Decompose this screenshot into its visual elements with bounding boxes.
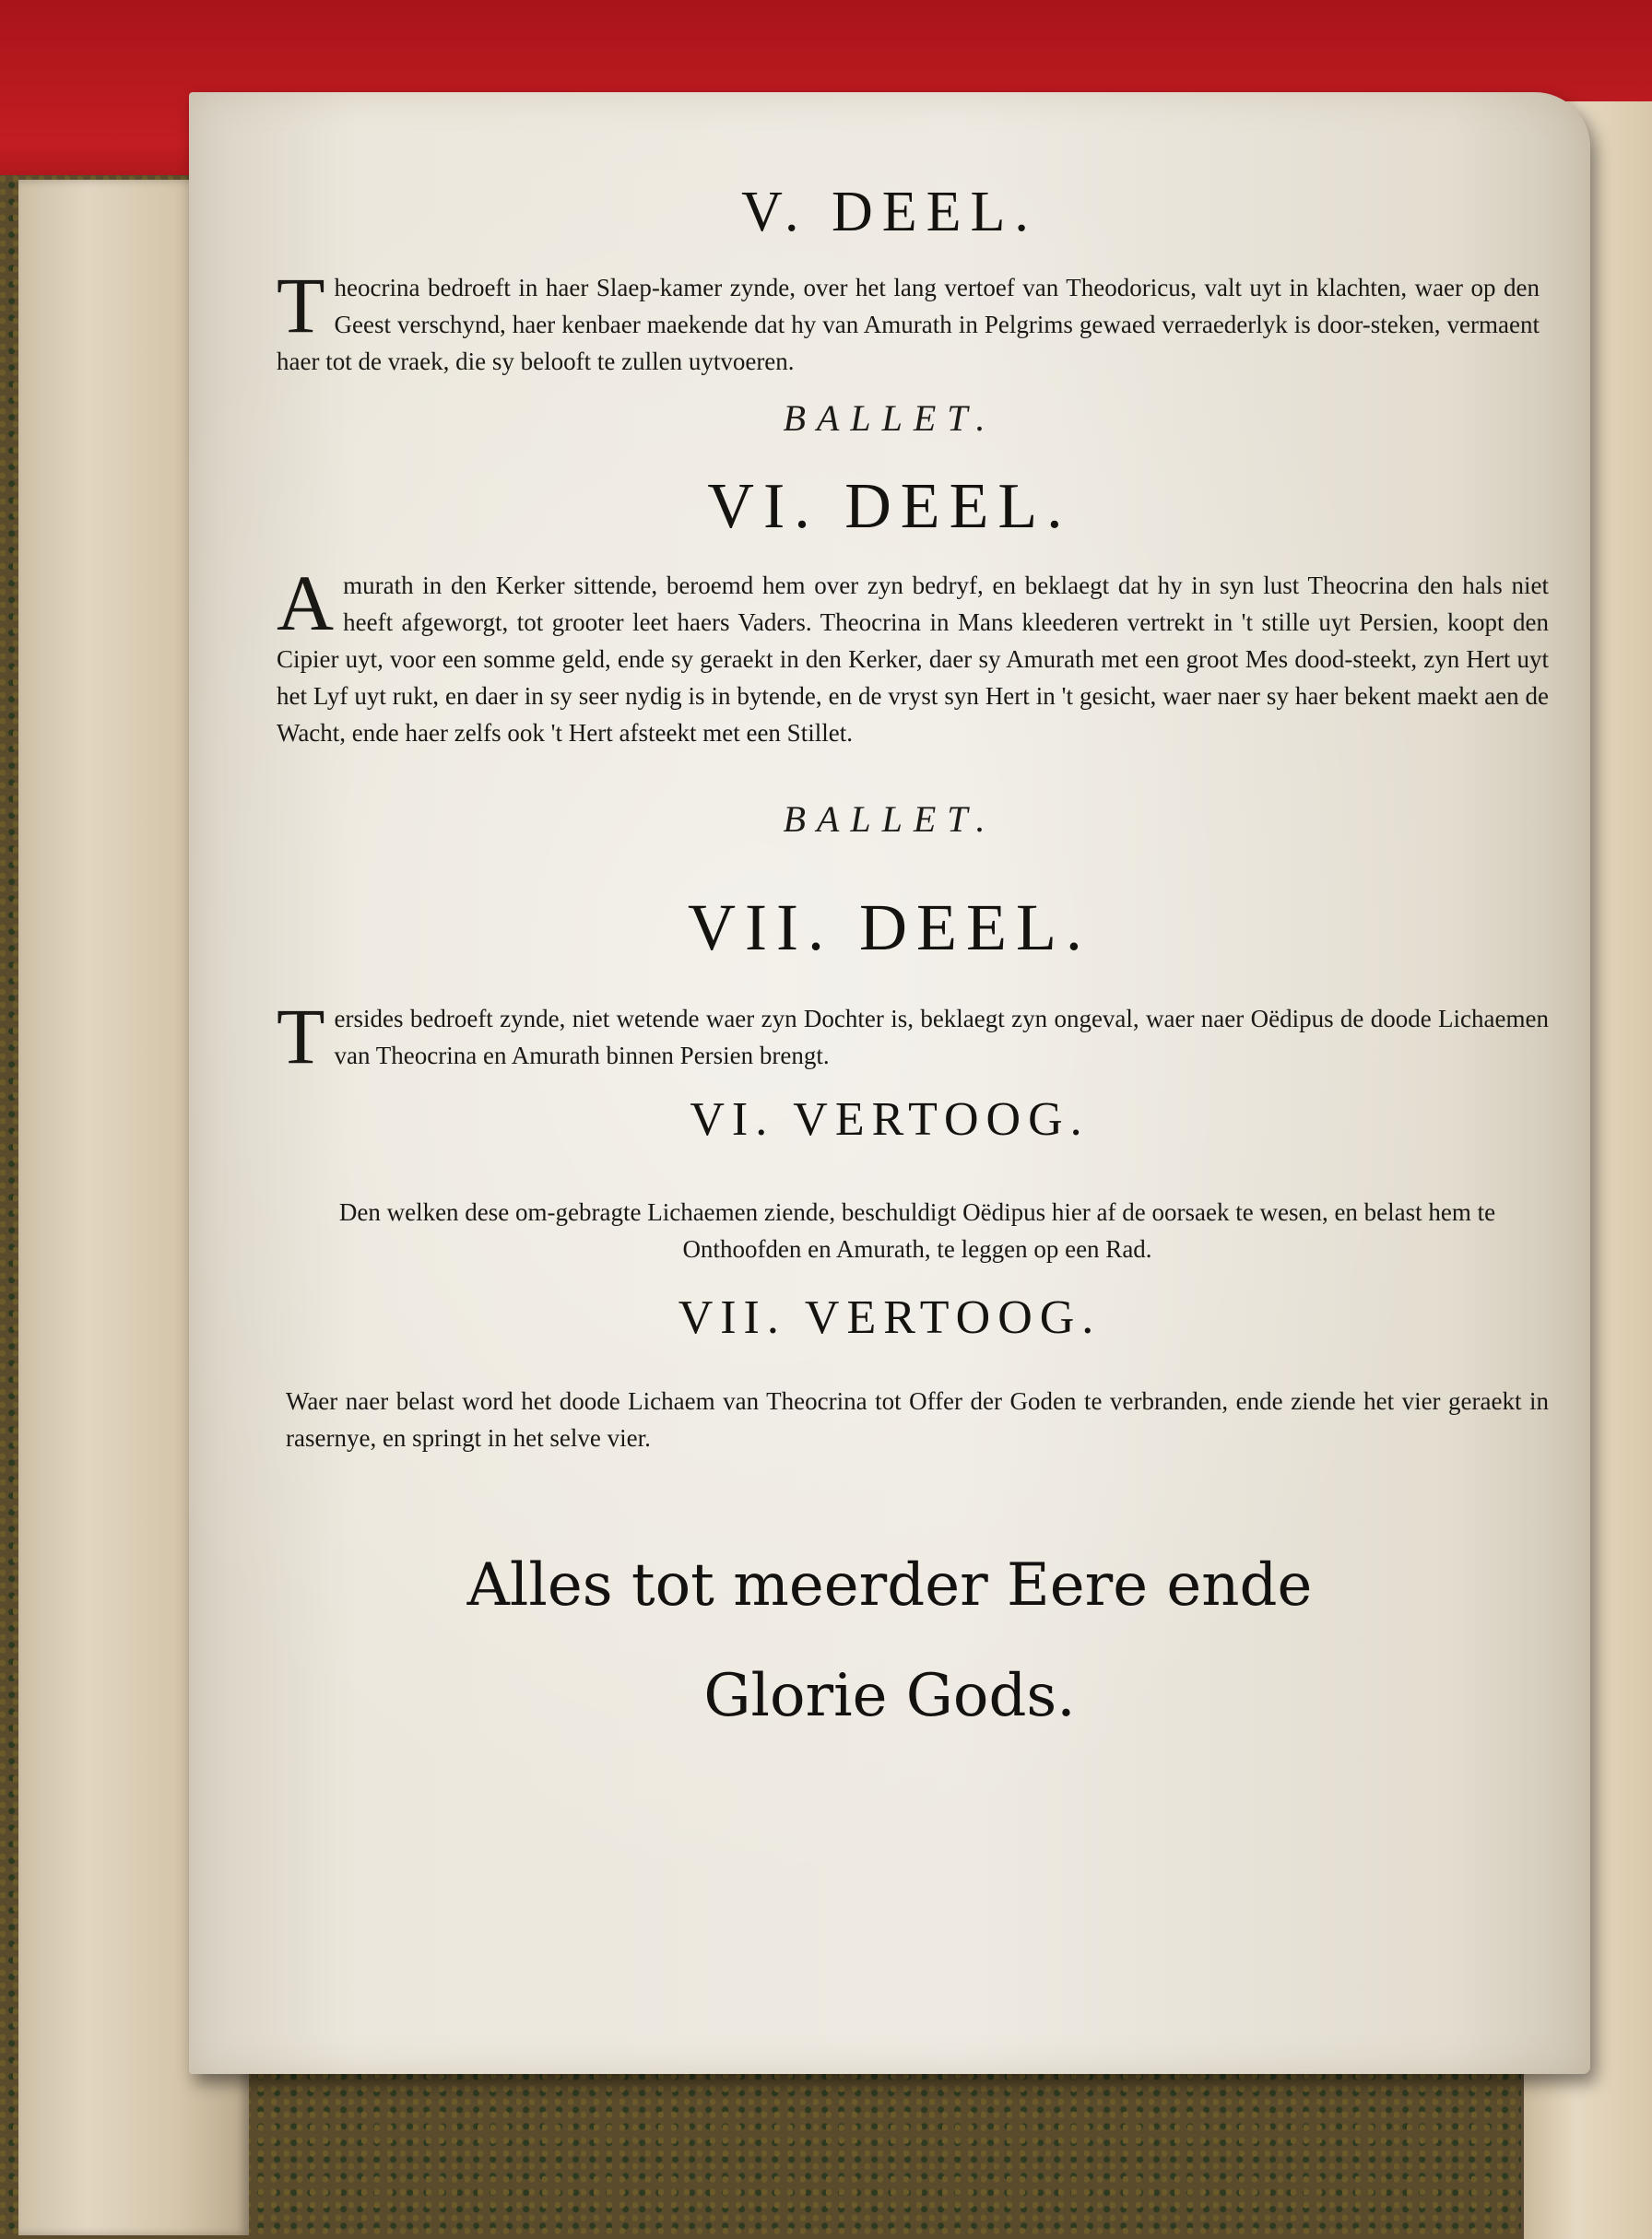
section-heading-v-deel: V. DEEL. — [741, 181, 1038, 243]
ballet-heading-1: BALLET. — [783, 397, 997, 439]
section-text-vi-vertoog: Den welken dese om-gebragte Lichaemen ziende, beschuldigt Oëdipus hier af de oorsaek te wesen, en belast hem te Onthoofden en Amurath, te leggen op een Rad. — [338, 1198, 1496, 1263]
dropcap: T — [277, 261, 325, 349]
closing-line-1: Alles tot meerder Eere ende — [466, 1551, 1313, 1620]
ballet-heading-2: BALLET. — [783, 798, 997, 840]
section-heading-vi-deel: VI. DEEL. — [707, 471, 1072, 542]
closing-line-2: Glorie Gods. — [703, 1662, 1076, 1730]
book-page — [189, 92, 1590, 2074]
paragraph-text: heocrina bedroeft in haer Slaep-kamer zynde, over het lang vertoef van Theodoricus, valt uyt in klachten, waer op den Geest verschynd, haer kenbaer maekende dat hy van Amurath in Pelgrims gewaed verraederlyk is door-steken, vermaent haer tot de vraek, die sy belooft te zullen uytvoeren. — [277, 274, 1540, 375]
section-heading-vi-vertoog: VI. VERTOOG. — [690, 1093, 1090, 1146]
section-heading-vii-vertoog: VII. VERTOOG. — [678, 1291, 1102, 1344]
paragraph-text: murath in den Kerker sittende, beroemd hem over zyn bedryf, en beklaegt dat hy in syn lust Theocrina den hals niet heeft afgeworgt, tot grooter leet haers Vaders. Theocrina in Mans kleederen vertrekt in 't stille uyt Persien, koopt den Cipier uyt, voor een somme geld, ende sy geraekt in den Kerker, daer sy Amurath met een groot Mes dood-steekt, zyn Hert uyt het Lyf uyt rukt, en daer in sy seer nydig is in bytende, en de vryst syn Hert in 't gesicht, waer naer sy haer bekent maekt aen de Wacht, ende haer zelfs ook 't Hert afsteekt met een Stillet. — [277, 572, 1549, 747]
dropcap: T — [277, 992, 325, 1080]
section-text-vi-deel — [277, 559, 1549, 751]
dropcap: A — [277, 559, 335, 647]
paragraph-text: ersides bedroeft zynde, niet wetende waer zyn Dochter is, beklaegt zyn ongeval, waer naer Oëdipus de doode Lichaemen van Theocrina en Amurath binnen Persien brengt. — [334, 1005, 1549, 1069]
section-text-v-deel — [277, 261, 1540, 380]
section-text-vii-vertoog: Waer naer belast word het doode Lichaem van Theocrina tot Offer der Goden te verbranden, ende ziende het vier geraekt in rasernye, en springt in het selve vier. — [286, 1387, 1549, 1452]
page-content — [189, 92, 1590, 2074]
section-text-vii-deel — [277, 992, 1549, 1080]
section-heading-vii-deel: VII. DEEL. — [688, 890, 1092, 964]
